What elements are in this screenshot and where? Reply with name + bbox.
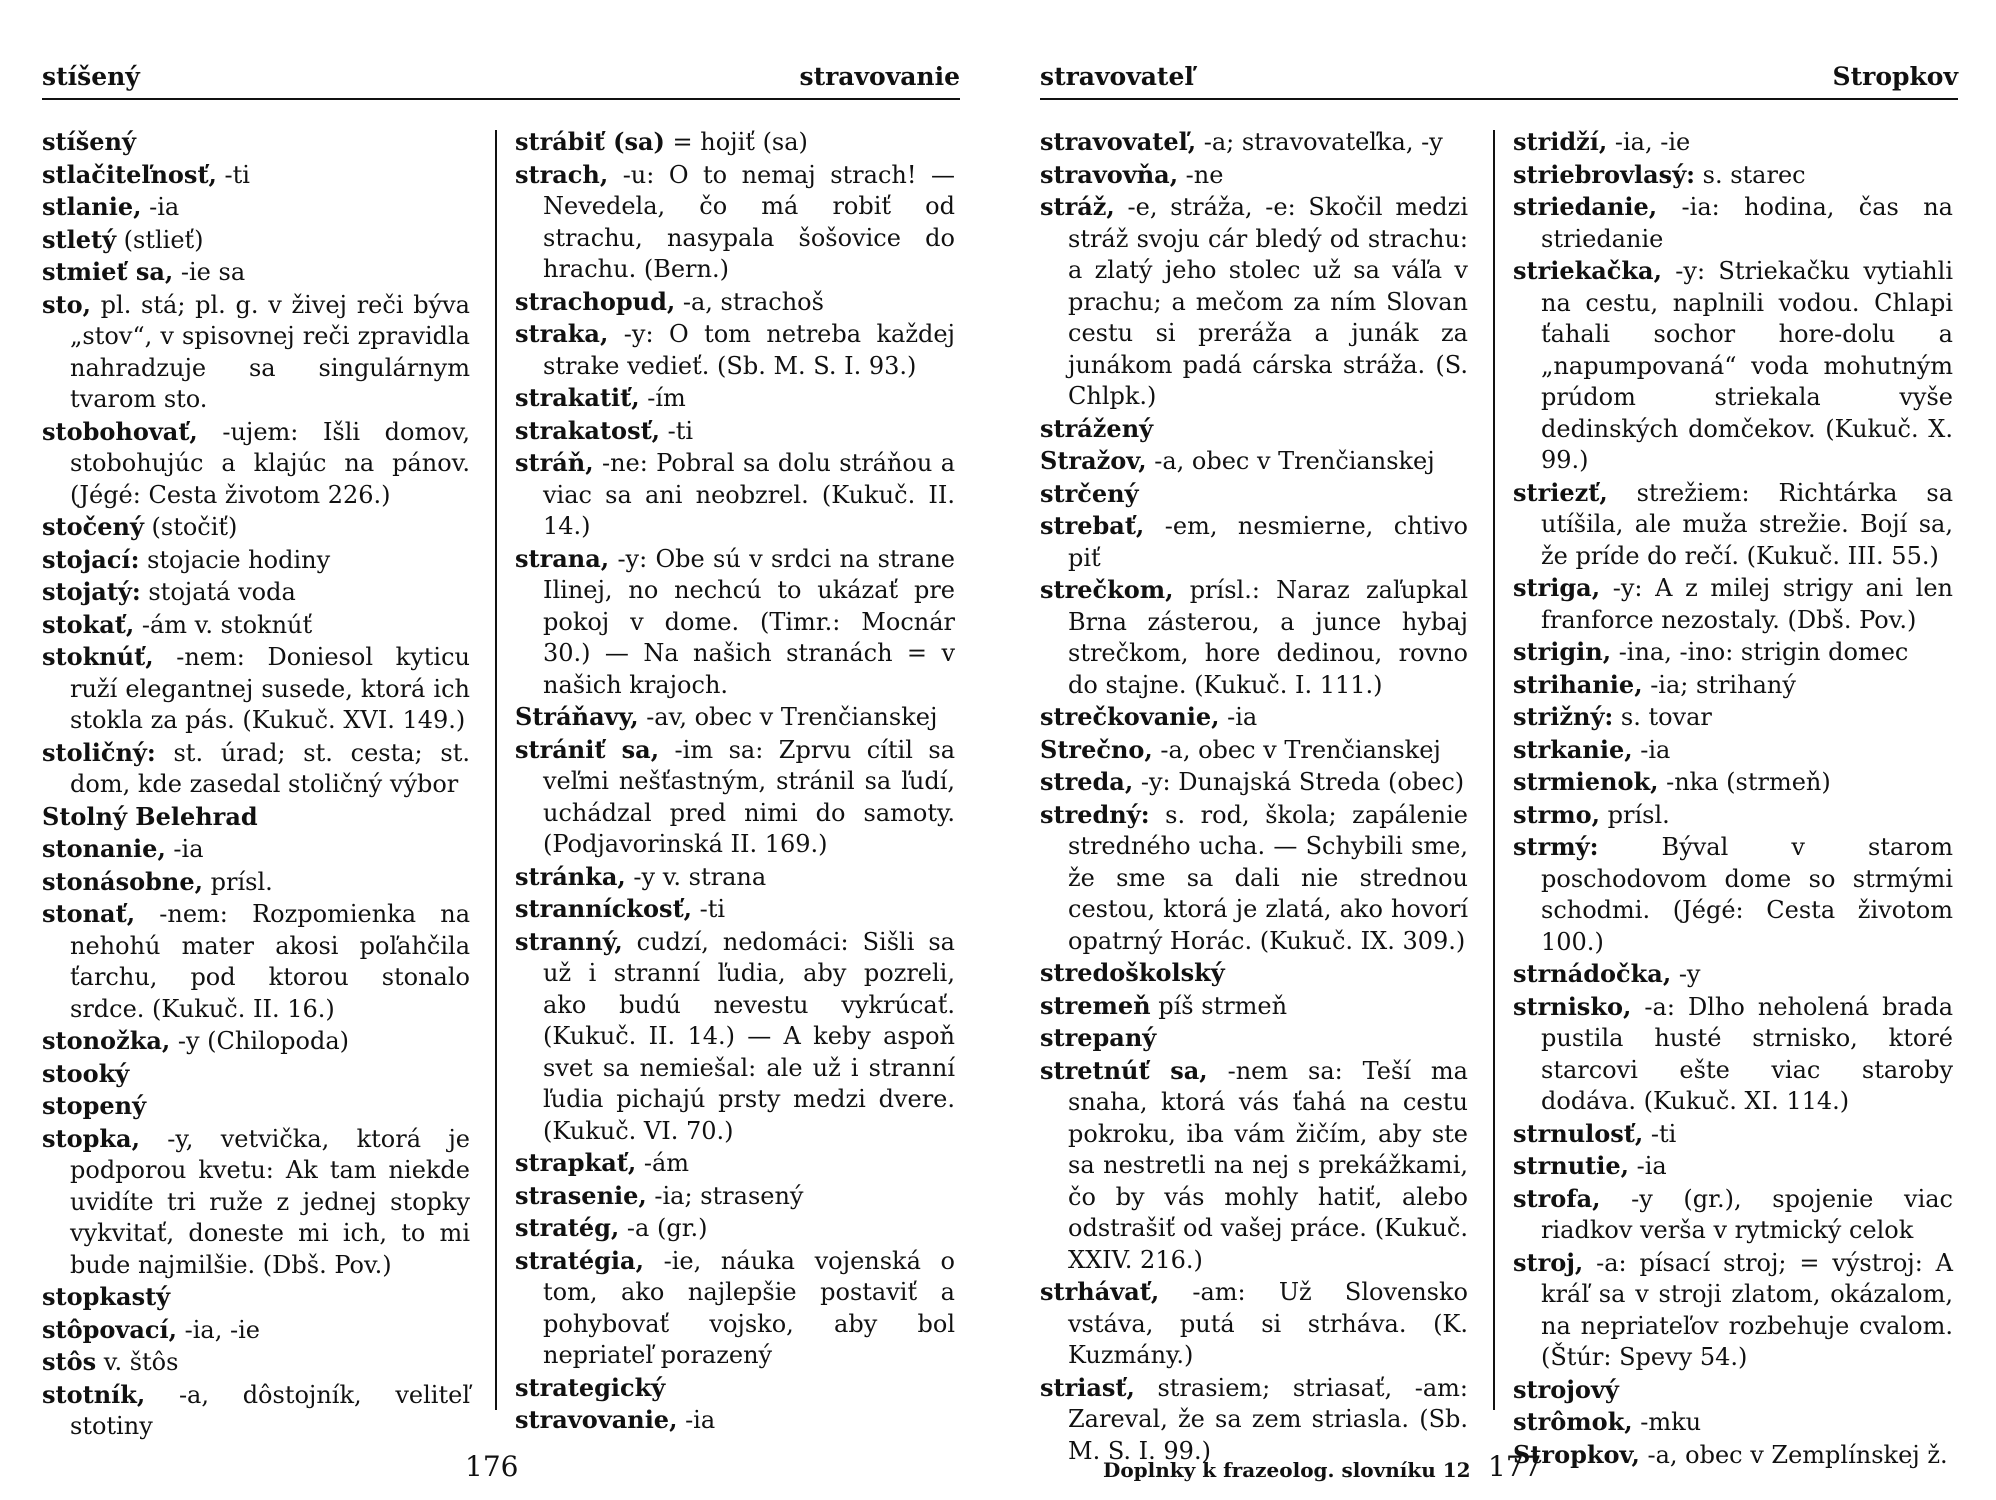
entry-definition: -ia: hodina, čas na striedanie xyxy=(1541,193,1953,253)
entry-headword: strihanie, xyxy=(1513,669,1643,699)
dictionary-entry xyxy=(1040,445,1468,478)
entry-definition: = hojiť (sa) xyxy=(664,128,808,156)
entry-definition: -a, obec v Zemplínskej ž. xyxy=(1639,1440,1948,1469)
dictionary-entry xyxy=(1040,1055,1468,1277)
entry-definition: -av, obec v Trenčianskej xyxy=(638,703,938,731)
entry-headword: strážený xyxy=(1040,413,1154,443)
entry-definition: -a (gr.) xyxy=(619,1214,708,1242)
entry-headword: strnulosť, xyxy=(1513,1118,1644,1148)
dictionary-entry xyxy=(1513,991,1953,1118)
entry-headword: strômok, xyxy=(1513,1407,1633,1436)
entry-headword: stopka, xyxy=(42,1123,140,1153)
dictionary-entry xyxy=(1040,126,1468,159)
dictionary-entry xyxy=(42,641,470,737)
dictionary-entry xyxy=(1513,159,1953,192)
dictionary-entry xyxy=(1513,1247,1953,1374)
column-divider xyxy=(1493,130,1495,1410)
entry-headword: striedanie, xyxy=(1513,192,1658,221)
entry-headword: strigin, xyxy=(1513,637,1612,666)
dictionary-entry xyxy=(1040,734,1468,767)
entry-definition: -a, strachoš xyxy=(675,287,824,316)
entry-headword: stratég, xyxy=(515,1213,620,1242)
entry-definition: -ám xyxy=(636,1149,690,1177)
entry-headword: Strečno, xyxy=(1040,734,1153,764)
entry-definition: cudzí, nedomáci: Sišli sa už i stranní ľudia, aby pozreli, ako budú nevestu vykrúcať. (Kukuč. II. 14.) — A keby aspoň svet sa nemiešal: ale už i stranní ľudia pichajú prsty medzi dvere. (Kukuč. VI. 70.) xyxy=(543,927,955,1145)
footer-note: Doplnky k frazeolog. slovníku 12 xyxy=(1103,1458,1471,1482)
entry-headword: stoličný: xyxy=(42,737,156,767)
dictionary-entry xyxy=(515,1212,955,1245)
entry-definition: -ne xyxy=(1178,160,1224,189)
entry-definition: -ia xyxy=(1632,735,1671,764)
dictionary-entry xyxy=(1040,574,1468,701)
dictionary-entry xyxy=(1040,990,1468,1023)
entry-headword: stretnúť sa, xyxy=(1040,1055,1208,1085)
entry-definition: stojacie hodiny xyxy=(139,545,331,574)
dictionary-entry xyxy=(1040,701,1468,734)
dictionary-entry xyxy=(515,926,955,1148)
dictionary-entry xyxy=(1040,1372,1468,1468)
dictionary-entry xyxy=(1513,1183,1953,1247)
entry-headword: strakatosť, xyxy=(515,415,661,445)
entry-headword: stonanie, xyxy=(42,834,166,863)
dictionary-entry xyxy=(1513,1374,1953,1407)
entry-headword: stonožka, xyxy=(42,1026,171,1055)
entry-definition: s. starec xyxy=(1695,160,1806,189)
entry-headword: stráž, xyxy=(1040,192,1115,221)
entry-headword: strnádočka, xyxy=(1513,959,1672,988)
dictionary-entry xyxy=(1513,1439,1953,1472)
dictionary-entry xyxy=(1513,572,1953,636)
entry-headword: strakatiť, xyxy=(515,383,640,412)
dictionary-entry xyxy=(42,1123,470,1282)
dictionary-entry xyxy=(42,833,470,866)
dictionary-entry xyxy=(42,544,470,577)
entry-definition: -a, obec v Trenčianskej xyxy=(1146,447,1435,475)
dictionary-entry xyxy=(42,416,470,512)
entry-headword: stlanie, xyxy=(42,192,142,221)
entry-definition: -a: písací stroj; = výstroj: A kráľ sa v stroji zlatom, okázalom, na nepriateľov rozbehuje cvalom. (Štúr: Spevy 54.) xyxy=(1541,1248,1953,1371)
dictionary-entry xyxy=(515,543,955,702)
entry-headword: strkanie, xyxy=(1513,734,1633,764)
entry-definition: -ia xyxy=(677,1406,716,1434)
page-number: 177 xyxy=(1488,1450,1542,1483)
entry-definition: prísl.: Naraz zaľupkal Brna zásterou, a junce hybaj strečkom, hore dedinou, rovno do stajne. (Kukuč. I. 111.) xyxy=(1068,576,1468,699)
entry-definition: -nem: Doniesol kyticu ruží elegantnej susede, ktorá ich stokla za pás. (Kukuč. XVI. 149.) xyxy=(70,643,470,734)
dictionary-entry xyxy=(1040,510,1468,574)
entry-definition: -ám v. stoknúť xyxy=(134,610,313,639)
entry-definition: s. rod, škola; zapálenie stredného ucha. — Schybili sme, že sme sa dali nie strednou cestou, ktorá je zlatá, ako hovorí opatrný Horác. (Kukuč. IX. 309.) xyxy=(1068,800,1468,955)
column-divider xyxy=(495,130,497,1410)
dictionary-entry xyxy=(42,1281,470,1314)
dictionary-entry xyxy=(42,191,470,224)
dictionary-entry xyxy=(42,289,470,416)
dictionary-entry xyxy=(1040,1022,1468,1055)
entry-definition: -a, dôstojník, veliteľ stotiny xyxy=(70,1380,470,1440)
dictionary-entry xyxy=(42,1379,470,1443)
entry-headword: stonať, xyxy=(42,899,136,928)
entry-definition: stojatá voda xyxy=(140,578,296,606)
dictionary-entry xyxy=(1040,159,1468,192)
entry-headword: striekačka, xyxy=(1513,256,1662,285)
entry-headword: stletý xyxy=(42,224,117,254)
entry-headword: stobohovať, xyxy=(42,416,198,446)
entry-definition: -y, vetvička, ktorá je podporou kvetu: Ak tam niekde uvidíte tri ruže z jednej stopky vykvitať, doneste mi ich, to mi bude najmilšie. (Dbš. Pov.) xyxy=(70,1124,470,1279)
dictionary-entry xyxy=(42,898,470,1025)
left-page-column-2 xyxy=(515,126,955,1434)
dictionary-entry xyxy=(515,447,955,543)
dictionary-entry xyxy=(1513,477,1953,573)
header-left-word: stíšený xyxy=(42,62,140,91)
entry-headword: stoknúť, xyxy=(42,642,154,671)
entry-definition: -e, stráža, -e: Skočil medzi stráž svoju cár bledý od strachu: a zlatý jeho stolec už sa váľa v prachu; a mečom za ním Slovan cestu si preráža a junák za junákom padá cárska stráža. (S. Chlpk.) xyxy=(1068,193,1468,410)
dictionary-entry xyxy=(515,893,955,926)
dictionary-entry xyxy=(1513,1118,1953,1151)
entry-definition: -ia, -ie xyxy=(1607,128,1691,156)
dictionary-entry xyxy=(42,1025,470,1058)
dictionary-entry xyxy=(42,256,470,289)
entry-definition: -y: Dunajská Streda (obec) xyxy=(1133,768,1465,796)
entry-definition: prísl. xyxy=(1600,800,1670,829)
entry-headword: stredný: xyxy=(1040,799,1150,829)
entry-headword: strižný: xyxy=(1513,702,1614,731)
entry-headword: strmo, xyxy=(1513,799,1600,829)
right-page xyxy=(998,0,1996,1500)
dictionary-entry xyxy=(1040,191,1468,413)
entry-definition: -y (gr.), spojenie viac riadkov verša v rytmický celok xyxy=(1541,1184,1953,1244)
entry-headword: stránka, xyxy=(515,861,626,891)
dictionary-entry xyxy=(42,126,470,159)
header-right-word: Stropkov xyxy=(1832,62,1958,91)
entry-headword: striezť, xyxy=(1513,477,1608,507)
entry-headword: Stráňavy, xyxy=(515,702,639,731)
entry-headword: Stražov, xyxy=(1040,446,1147,475)
entry-headword: strániť sa, xyxy=(515,734,660,764)
entry-headword: streda, xyxy=(1040,767,1134,796)
entry-headword: stranný, xyxy=(515,926,623,956)
entry-definition: -mku xyxy=(1632,1408,1702,1436)
entry-headword: strachopud, xyxy=(515,286,676,316)
entry-definition: -nem: Rozpomienka na nehohú mater akosi poľahčila ťarchu, pod ktorou stonalo srdce. (Kukuč. II. 16.) xyxy=(70,900,470,1023)
dictionary-entry xyxy=(1040,766,1468,799)
entry-headword: strategický xyxy=(515,1372,666,1402)
entry-headword: stravovanie, xyxy=(515,1405,678,1434)
entry-headword: strebať, xyxy=(1040,511,1145,540)
entry-headword: strnutie, xyxy=(1513,1151,1629,1180)
entry-headword: stojatý: xyxy=(42,577,141,606)
entry-headword: strach, xyxy=(515,159,609,189)
entry-headword: stroj, xyxy=(1513,1247,1584,1277)
entry-definition: -a; stravovateľka, -y xyxy=(1196,128,1443,156)
entry-headword: stravovňa, xyxy=(1040,159,1179,189)
entry-definition: -ujem: Išli domov, stobohujúc a klajúc na pánov. (Jégé: Cesta životom 226.) xyxy=(70,417,470,509)
dictionary-entry xyxy=(515,415,955,448)
dictionary-entry xyxy=(515,1245,955,1372)
dictionary-entry xyxy=(1513,958,1953,991)
entry-headword: strábiť (sa) xyxy=(515,127,665,156)
dictionary-entry xyxy=(1040,799,1468,958)
entry-definition: -y: Obe sú v srdci na strane Ilinej, no nechcú to ukázať pre pokoj v dome. (Timr.: Mocnár 30.) — Na našich stranách = v našich krajoch. xyxy=(543,544,955,699)
entry-definition: -im sa: Zprvu cítil sa veľmi nešťastným, stránil sa ľudí, uchádzal pred nimi do samoty. (Podjavorinská II. 169.) xyxy=(543,735,955,858)
entry-headword: striasť, xyxy=(1040,1372,1135,1402)
entry-headword: stonásobne, xyxy=(42,866,203,896)
dictionary-entry xyxy=(1513,701,1953,734)
dictionary-entry xyxy=(515,701,955,734)
dictionary-entry xyxy=(1513,636,1953,669)
entry-definition: -ti xyxy=(1643,1119,1677,1148)
dictionary-entry xyxy=(42,1346,470,1379)
entry-definition: -ia; strihaný xyxy=(1642,670,1796,699)
dictionary-entry xyxy=(1513,255,1953,477)
entry-definition: -ie sa xyxy=(173,258,246,286)
entry-headword: stranníckosť, xyxy=(515,894,693,923)
dictionary-entry xyxy=(1513,766,1953,799)
entry-headword: stôs xyxy=(42,1347,97,1376)
entry-definition: Býval v starom poschodovom dome so strmými schodmi. (Jégé: Cesta životom 100.) xyxy=(1541,833,1953,956)
dictionary-entry xyxy=(515,1147,955,1180)
dictionary-entry xyxy=(42,159,470,192)
dictionary-entry xyxy=(1513,126,1953,159)
running-header xyxy=(42,60,960,100)
dictionary-entry xyxy=(1513,799,1953,832)
entry-headword: sto, xyxy=(42,289,91,319)
entry-headword: straka, xyxy=(515,319,609,348)
dictionary-entry xyxy=(42,609,470,642)
entry-definition: -ti xyxy=(660,416,694,445)
entry-headword: stotník, xyxy=(42,1379,146,1409)
dictionary-entry xyxy=(515,734,955,861)
entry-headword: stremeň xyxy=(1040,990,1151,1020)
entry-definition: -a: Dlho neholená brada pustila husté strnisko, ktoré starcovi ešte viac staroby dodáva. (Kukuč. XI. 114.) xyxy=(1541,992,1953,1115)
entry-definition: -ia xyxy=(1628,1152,1667,1180)
header-rule xyxy=(42,98,960,100)
dictionary-entry xyxy=(42,1058,470,1091)
entry-headword: strčený xyxy=(1040,478,1139,508)
entry-headword: stopkastý xyxy=(42,1282,171,1311)
entry-headword: strečkovanie, xyxy=(1040,702,1220,731)
entry-definition: -y: A z milej strigy ani len franforce nezostaly. (Dbš. Pov.) xyxy=(1541,574,1953,634)
entry-definition: -y v. strana xyxy=(625,862,767,891)
entry-definition: -em, nesmierne, chtivo piť xyxy=(1068,512,1468,572)
entry-headword: stojací: xyxy=(42,544,140,574)
entry-headword: strnisko, xyxy=(1513,991,1632,1021)
entry-definition: (stlieť) xyxy=(116,225,204,254)
dictionary-entry xyxy=(42,1090,470,1123)
entry-definition: -nem sa: Teší ma snaha, ktorá vás ťahá na cestu pokroku, iba vám žičím, aby ste sa nestretli na nej s prekážkami, čo by vás mohly hatiť, alebo odstrašiť od vašej práce. (Kukuč. XXIV. 216.) xyxy=(1068,1056,1468,1274)
dictionary-entry xyxy=(1513,1150,1953,1183)
dictionary-entry xyxy=(515,318,955,382)
dictionary-entry xyxy=(515,286,955,319)
entry-definition: -ia xyxy=(1219,703,1258,731)
entry-headword: strapkať, xyxy=(515,1148,637,1177)
dictionary-entry xyxy=(515,126,955,159)
entry-headword: Stolný Belehrad xyxy=(42,801,258,831)
dictionary-entry xyxy=(515,1180,955,1213)
entry-headword: Stropkov, xyxy=(1513,1439,1640,1469)
entry-headword: striebrovlasý: xyxy=(1513,159,1695,189)
dictionary-entry xyxy=(1040,957,1468,990)
dictionary-entry xyxy=(42,1314,470,1347)
left-page-column-1 xyxy=(42,126,470,1440)
dictionary-entry xyxy=(515,159,955,286)
entry-definition: st. úrad; st. cesta; st. dom, kde zasedal stoličný výbor xyxy=(70,738,470,798)
entry-headword: stokať, xyxy=(42,609,135,639)
dictionary-entry xyxy=(1040,478,1468,511)
entry-definition: píš strmeň xyxy=(1150,991,1288,1020)
entry-headword: strojový xyxy=(1513,1374,1619,1404)
entry-headword: stmieť sa, xyxy=(42,257,174,286)
header-rule xyxy=(1040,98,1958,100)
running-header xyxy=(1040,60,1958,100)
entry-definition: -ti xyxy=(216,160,250,189)
entry-headword: strhávať, xyxy=(1040,1277,1160,1306)
entry-headword: striga, xyxy=(1513,573,1601,602)
dictionary-entry xyxy=(1040,1276,1468,1372)
dictionary-entry xyxy=(1513,831,1953,958)
entry-headword: stridží, xyxy=(1513,127,1608,156)
dictionary-entry xyxy=(515,382,955,415)
entry-definition: strasiem; striasať, -am: Zareval, že sa zem striasla. (Sb. M. S. I. 99.) xyxy=(1068,1373,1468,1465)
dictionary-entry xyxy=(515,861,955,894)
entry-headword: stooký xyxy=(42,1058,130,1088)
entry-definition: (stočiť) xyxy=(143,513,238,541)
dictionary-entry xyxy=(42,801,470,834)
entry-definition: -ia; strasený xyxy=(646,1181,804,1210)
entry-definition: -ie, náuka vojenská o tom, ako najlepšie postaviť a pohybovať vojsko, aby bol nepriateľ porazený xyxy=(543,1246,955,1369)
entry-headword: stočený xyxy=(42,512,144,541)
entry-definition: strežiem: Richtárka sa utíšila, ale muža strežie. Bojí sa, že príde do rečí. (Kukuč. III. 55.) xyxy=(1541,478,1953,570)
entry-definition: -ia, -ie xyxy=(176,1315,260,1344)
entry-definition: -y xyxy=(1671,960,1701,988)
entry-definition: s. tovar xyxy=(1613,703,1712,731)
right-page-column-1 xyxy=(1040,126,1468,1465)
entry-headword: stlačiteľnosť, xyxy=(42,159,217,189)
entry-definition: -ina, -ino: strigin domec xyxy=(1611,638,1909,666)
entry-headword: stravovateľ, xyxy=(1040,127,1197,156)
dictionary-entry xyxy=(515,1404,955,1437)
header-right-word: stravovanie xyxy=(799,62,960,91)
entry-definition: -am: Už Slovensko vstáva, putá si strháva. (K. Kuzmány.) xyxy=(1068,1278,1468,1369)
entry-definition: -ne: Pobral sa dolu stráňou a viac sa ani neobzrel. (Kukuč. II. 14.) xyxy=(543,449,955,540)
entry-definition: -ia xyxy=(165,835,204,863)
entry-definition: v. štôs xyxy=(96,1348,179,1376)
dictionary-entry xyxy=(1513,1406,1953,1439)
entry-definition: -y (Chilopoda) xyxy=(170,1027,349,1055)
dictionary-entry xyxy=(42,866,470,899)
dictionary-entry xyxy=(1513,669,1953,702)
entry-definition: -nka (strmeň) xyxy=(1658,768,1831,796)
dictionary-entry xyxy=(42,576,470,609)
right-page-column-2 xyxy=(1513,126,1953,1469)
dictionary-entry xyxy=(1513,191,1953,255)
dictionary-entry xyxy=(42,737,470,801)
dictionary-entry xyxy=(1513,734,1953,767)
entry-headword: strečkom, xyxy=(1040,575,1174,604)
entry-headword: stopený xyxy=(42,1091,147,1120)
dictionary-entry xyxy=(1040,413,1468,446)
entry-headword: strana, xyxy=(515,543,610,573)
dictionary-entry xyxy=(42,224,470,257)
entry-headword: stredoškolský xyxy=(1040,958,1225,987)
dictionary-entry xyxy=(515,1372,955,1405)
entry-definition: -a, obec v Trenčianskej xyxy=(1152,735,1441,764)
entry-definition: -y: Striekačku vytiahli na cestu, naplnili vodou. Chlapi ťahali sochor hore-dolu a „napumpovaná“ voda mohutným prúdom striekala vyše dedinských domčekov. (Kukuč. X. 99.) xyxy=(1541,257,1953,474)
entry-definition: -ti xyxy=(692,895,726,923)
page-number: 176 xyxy=(465,1450,519,1483)
entry-headword: stôpovací, xyxy=(42,1314,177,1344)
entry-headword: strepaný xyxy=(1040,1023,1157,1052)
entry-definition: -u: O to nemaj strach! — Nevedela, čo má robiť od strachu, nasypala šošovice do hrachu. (Bern.) xyxy=(543,160,955,283)
entry-definition: prísl. xyxy=(202,867,273,896)
entry-headword: strofa, xyxy=(1513,1183,1601,1213)
entry-headword: stratégia, xyxy=(515,1245,644,1275)
entry-definition: pl. stá; pl. g. v živej reči býva „stov“, v spisovnej reči zpravidla nahradzuje sa singulárnym tvarom sto. xyxy=(70,290,470,413)
entry-definition: -y: O tom netreba každej strake vedieť. (Sb. M. S. I. 93.) xyxy=(543,320,955,380)
entry-definition: -ia xyxy=(141,193,180,221)
entry-headword: strasenie, xyxy=(515,1180,647,1210)
entry-headword: strmienok, xyxy=(1513,767,1659,796)
entry-definition: -ím xyxy=(639,384,686,412)
entry-headword: stráň, xyxy=(515,448,594,477)
dictionary-entry xyxy=(42,511,470,544)
header-left-word: stravovateľ xyxy=(1040,62,1194,91)
entry-headword: strmý: xyxy=(1513,832,1599,861)
entry-headword: stíšený xyxy=(42,127,136,156)
